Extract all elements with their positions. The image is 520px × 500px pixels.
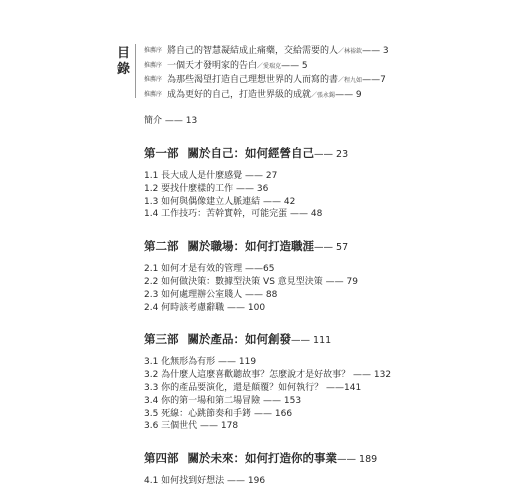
recommendation-tag: 推薦序 <box>144 90 163 98</box>
recommendation-author: 張永錫 <box>317 91 336 99</box>
recommendation-title: 將自己的智慧凝結成止痛藥，交給需要的人 <box>167 46 339 56</box>
recommendation-page: —— 9 <box>335 89 362 100</box>
chapter-list <box>144 170 504 221</box>
chapter-entry: 2.4 何時該考慮辭職 —— 100 <box>144 302 266 313</box>
recommendation-title: 成為更好的自己，打造世界級的成就 <box>167 89 312 100</box>
chapter-list <box>144 356 504 433</box>
chapter-entry: 3.4 你的第一場和第二場冒險 —— 153 <box>144 395 302 406</box>
recommendation-author: 程九如 <box>344 77 363 84</box>
recommendation-entry: 推薦序 為那些渴望打造自己理想世界的人而寫的書／程九如——7 <box>144 75 386 85</box>
toc-heading <box>117 46 135 78</box>
part-heading <box>144 331 504 347</box>
chapter-entry: 2.1 如何才是有效的管理 ——65 <box>144 264 275 275</box>
chapter-entry: 1.4 工作技巧：苦幹實幹，可能完蛋 —— 48 <box>144 209 323 220</box>
chapter-entry: 3.1 化無形為有形 —— 119 <box>144 357 257 368</box>
chapter-entry: 3.5 死線：心跳節奏和手銬 —— 166 <box>144 408 293 419</box>
part-page: —— 57 <box>314 242 349 254</box>
chapter-entry: 2.2 如何做決策：數據型決策 VS 意見型決策 —— 79 <box>144 276 358 287</box>
recommendation-page: —— 3 <box>362 46 389 56</box>
part-title: 關於產品：如何創發 <box>187 332 291 347</box>
toc-heading-char-1: 目 <box>117 46 131 61</box>
part-page: —— 111 <box>291 335 332 347</box>
recommendation-tag: 推薦序 <box>144 61 163 69</box>
intro-entry: 簡介 —— 13 <box>144 116 198 126</box>
part-label: 第二部 <box>144 239 179 254</box>
part-page: —— 23 <box>314 149 349 160</box>
recommendation-page: ——7 <box>362 75 386 85</box>
part-label: 第四部 <box>144 451 179 466</box>
chapter-entry: 1.2 要找什麼樣的工作 —— 36 <box>144 183 269 194</box>
part-heading <box>144 450 504 466</box>
chapter-list <box>144 475 504 488</box>
chapter-list <box>144 263 504 314</box>
recommendation-author: 林裕欽 <box>344 48 363 55</box>
chapter-entry: 2.3 如何處理辦公室賤人 —— 88 <box>144 289 278 300</box>
recommendation-author: 愛瑞克 <box>263 62 282 70</box>
recommendation-tag: 推薦序 <box>144 76 163 83</box>
part-title: 關於自己：如何經營自己 <box>187 146 314 160</box>
heading-divider <box>135 44 136 98</box>
recommendation-entry: 推薦序 成為更好的自己，打造世界級的成就／張永錫—— 9 <box>144 89 362 100</box>
toc-content <box>144 44 504 488</box>
recommendation-entry: 推薦序 一個天才發明家的告白／愛瑞克—— 5 <box>144 60 308 71</box>
chapter-entry: 1.1 長大成人是什麼感覺 —— 27 <box>144 171 278 181</box>
chapter-entry: 3.6 三個世代 —— 178 <box>144 421 239 432</box>
toc-heading-char-2: 錄 <box>117 62 131 77</box>
recommendation-tag: 推薦序 <box>144 47 163 54</box>
chapter-entry: 3.2 為什麼人這麼喜歡聽故事？怎麼說才是好故事？ —— 132 <box>144 370 392 381</box>
recommendation-page: —— 5 <box>281 60 308 71</box>
part-title: 關於職場：如何打造職涯 <box>187 239 314 254</box>
chapter-entry: 3.3 你的產品要演化，還是顛覆？如何執行？ ——141 <box>144 382 362 393</box>
part-title: 關於未來：如何打造你的事業 <box>187 451 337 466</box>
part-label: 第三部 <box>144 332 179 347</box>
recommendation-entry: 推薦序 將自己的智慧凝結成止痛藥，交給需要的人／林裕欽—— 3 <box>144 46 389 56</box>
part-page: —— 189 <box>337 454 378 466</box>
part-label: 第一部 <box>144 146 179 160</box>
part-heading <box>144 238 504 254</box>
part-heading <box>144 145 504 161</box>
recommendation-title: 一個天才發明家的告白 <box>167 60 258 71</box>
chapter-entry: 1.3 如何與偶像建立人脈連結 —— 42 <box>144 196 296 207</box>
chapter-entry: 4.1 如何找到好想法 —— 196 <box>144 476 266 487</box>
recommendation-title: 為那些渴望打造自己理想世界的人而寫的書 <box>167 75 339 85</box>
